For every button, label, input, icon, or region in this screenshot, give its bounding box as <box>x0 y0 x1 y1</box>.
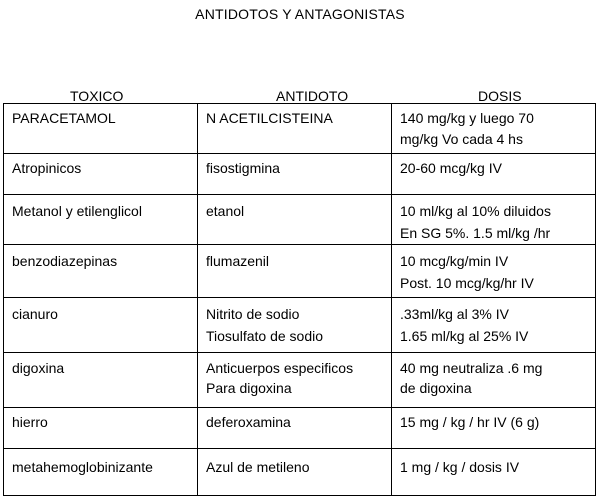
cell-line: PARACETAMOL <box>12 110 116 126</box>
cell-line: 10 mcg/kg/min IV <box>400 253 509 269</box>
toxico-cell <box>4 353 198 408</box>
cell-line: Tiosulfato de sodio <box>206 328 323 344</box>
dosis-cell <box>392 104 596 154</box>
antidoto-cell <box>198 353 392 408</box>
antidoto-cell <box>198 298 392 353</box>
cell-line: .33ml/kg al 3% IV <box>400 306 509 322</box>
antidoto-cell <box>198 408 392 449</box>
cell-line: digoxina <box>12 360 65 376</box>
cell-line: 10 ml/kg al 10% diluidos <box>400 203 551 219</box>
cell-line: En SG 5%. 1.5 ml/kg /hr <box>400 225 551 241</box>
dosis-cell <box>392 195 596 245</box>
cell-line: mg/kg Vo cada 4 hs <box>400 131 523 147</box>
table-row <box>4 154 596 195</box>
cell-line: flumazenil <box>206 253 270 269</box>
cell-line: Metanol y etilenglicol <box>12 203 142 219</box>
toxico-cell <box>4 449 198 496</box>
table-row <box>4 353 596 408</box>
dosis-cell <box>392 408 596 449</box>
dosis-cell <box>392 154 596 195</box>
cell-line: 1 mg / kg / dosis IV <box>400 459 520 475</box>
antidote-table <box>3 103 596 496</box>
cell-line: metahemoglobinizante <box>12 459 153 475</box>
cell-line: N ACETILCISTEINA <box>206 110 333 126</box>
cell-line: fisostigmina <box>206 160 280 176</box>
antidoto-cell <box>198 195 392 245</box>
page-title: ANTIDOTOS Y ANTAGONISTAS <box>195 6 405 22</box>
toxico-cell <box>4 154 198 195</box>
cell-line: Para digoxina <box>206 380 292 396</box>
table-row <box>4 408 596 449</box>
dosis-cell <box>392 449 596 496</box>
table-row <box>4 298 596 353</box>
cell-line: Anticuerpos especificos <box>206 360 354 376</box>
antidoto-cell <box>198 245 392 298</box>
antidoto-cell <box>198 154 392 195</box>
cell-line: Post. 10 mcg/kg/hr IV <box>400 275 534 291</box>
cell-line: hierro <box>12 414 48 430</box>
table-row <box>4 195 596 245</box>
cell-line: deferoxamina <box>206 414 291 430</box>
table-row <box>4 245 596 298</box>
table-row <box>4 104 596 154</box>
cell-line: 20-60 mcg/kg IV <box>400 160 502 176</box>
table-row <box>4 449 596 496</box>
cell-line: 140 mg/kg y luego 70 <box>400 110 534 126</box>
cell-line: Atropinicos <box>12 160 82 176</box>
antidoto-cell <box>198 104 392 154</box>
cell-line: cianuro <box>12 306 58 322</box>
cell-line: Nitrito de sodio <box>206 306 300 322</box>
column-header-toxico: TOXICO <box>70 88 124 104</box>
cell-line: 15 mg / kg / hr IV (6 g) <box>400 414 540 430</box>
toxico-cell <box>4 245 198 298</box>
cell-line: Azul de metileno <box>206 459 310 475</box>
toxico-cell <box>4 298 198 353</box>
dosis-cell <box>392 353 596 408</box>
cell-line: benzodiazepinas <box>12 253 118 269</box>
cell-line: 40 mg neutraliza .6 mg <box>400 360 543 376</box>
toxico-cell <box>4 104 198 154</box>
cell-line: etanol <box>206 203 245 219</box>
toxico-cell <box>4 195 198 245</box>
dosis-cell <box>392 298 596 353</box>
column-header-antidoto: ANTIDOTO <box>276 88 349 104</box>
antidoto-cell <box>198 449 392 496</box>
toxico-cell <box>4 408 198 449</box>
dosis-cell <box>392 245 596 298</box>
cell-line: 1.65 ml/kg al 25% IV <box>400 328 529 344</box>
cell-line: de digoxina <box>400 380 472 396</box>
column-header-dosis: DOSIS <box>478 88 522 104</box>
